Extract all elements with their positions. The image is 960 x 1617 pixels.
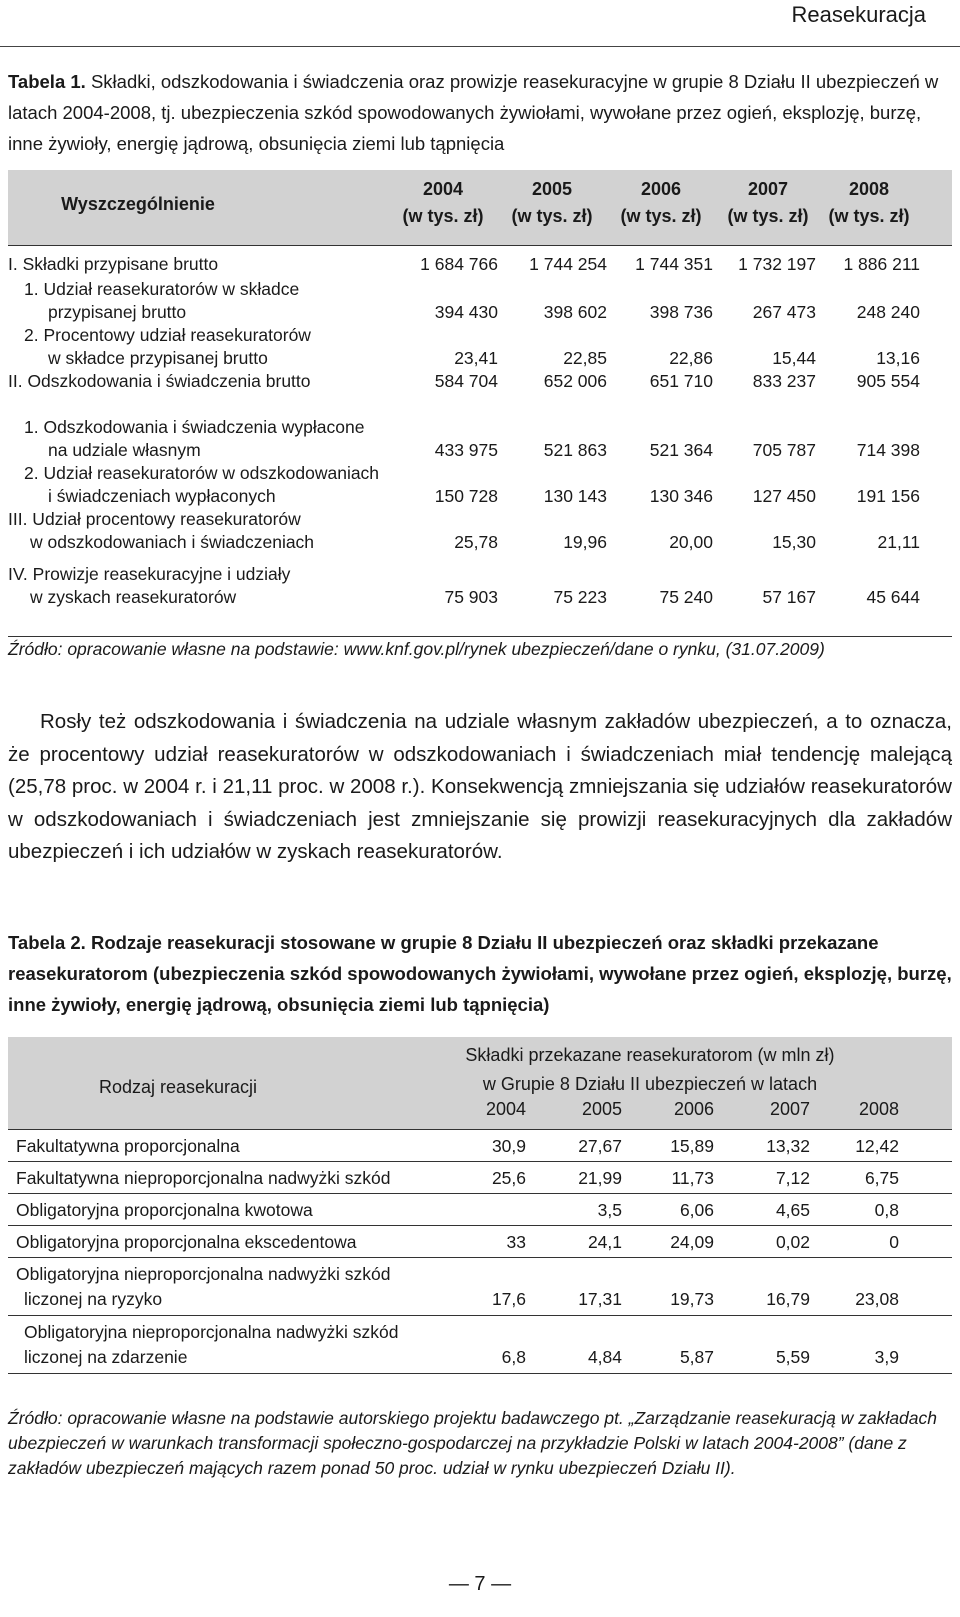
table2-cell: 5,59 xyxy=(775,1347,810,1367)
table2-source: Źródło: opracowanie własne na podstawie autorskiego projektu badawczego pt. „Zarządzanie reasekuracją w zakładach ubezpieczeń w warunkach transformacji społeczno-gospodarczej na przykładzie Polski w latach 2004-2008” (dane z zakładów ubezpieczeń mających razem ponad 50 proc. udział w rynku ubezpieczeń Działu II). xyxy=(8,1408,937,1478)
table1-cell: 21,11 xyxy=(877,532,920,552)
table1-caption-label: Tabela 1. xyxy=(8,71,86,92)
table2-row-label: Fakultatywna proporcjonalna xyxy=(16,1136,240,1156)
table2-row-label-cont: liczonej na zdarzenie xyxy=(24,1347,188,1367)
table1-row-label-cont: i świadczeniach wypłaconych xyxy=(48,486,276,506)
table2-col-2006: 2006 xyxy=(673,1099,714,1119)
table1-col-2008: 2008 (w tys. zł) xyxy=(828,179,910,226)
table1-row-label: 1. Odszkodowania i świadczenia wypłacone xyxy=(24,417,365,437)
table2-col-kind: Rodzaj reasekuracji xyxy=(98,1077,258,1097)
table1-cell: 150 728 xyxy=(434,486,498,506)
table2-cell: 24,09 xyxy=(670,1232,714,1252)
table2-cell: 4,84 xyxy=(587,1347,622,1367)
table1-source: Źródło: opracowanie własne na podstawie: www.knf.gov.pl/rynek ubezpieczeń/dane o rynku, (31.07.2009) xyxy=(8,639,825,659)
table1-cell: 75 223 xyxy=(553,587,607,607)
table1-row-label: 2. Procentowy udział reasekuratorów xyxy=(24,325,311,345)
table2-caption xyxy=(8,927,952,1020)
table2-cell: 13,32 xyxy=(766,1136,810,1156)
table2-cell: 23,08 xyxy=(855,1289,899,1309)
table2-cell: 3,5 xyxy=(597,1200,622,1220)
table2-cell: 25,6 xyxy=(491,1168,526,1188)
table1-cell: 20,00 xyxy=(669,532,713,552)
table2-cell: 6,75 xyxy=(864,1168,899,1188)
table2-cell: 6,06 xyxy=(679,1200,714,1220)
table1-row-label: 1. Udział reasekuratorów w składce xyxy=(24,279,300,299)
table2-cell: 4,65 xyxy=(775,1200,810,1220)
table2-cell: 0,02 xyxy=(775,1232,810,1252)
table2-cell: 15,89 xyxy=(670,1136,714,1156)
table1-cell: 75 903 xyxy=(444,587,498,607)
table1-cell: 652 006 xyxy=(543,371,607,391)
page-number: — 7 — xyxy=(448,1573,512,1595)
table2-cell: 7,12 xyxy=(775,1168,810,1188)
table1-cell: 714 398 xyxy=(856,440,920,460)
table1-cell: 267 473 xyxy=(752,302,816,322)
running-header: Reasekuracja xyxy=(791,2,926,27)
table1-cell: 22,85 xyxy=(563,348,607,368)
table1-cell: 15,30 xyxy=(772,532,816,552)
table1-cell: 25,78 xyxy=(454,532,498,552)
table2-col-2007: 2007 xyxy=(769,1099,810,1119)
table1-row-label-cont: w odszkodowaniach i świadczeniach xyxy=(30,532,315,552)
table2-cell: 0,8 xyxy=(874,1200,899,1220)
table2-row-label: Obligatoryjna nieproporcjonalna nadwyżki szkód xyxy=(16,1264,391,1284)
table2-col-2008: 2008 xyxy=(858,1099,899,1119)
table1-cell: 75 240 xyxy=(659,587,713,607)
table1-cell: 394 430 xyxy=(434,302,498,322)
table2-cell: 33 xyxy=(506,1232,526,1252)
table1-cell: 191 156 xyxy=(856,486,920,506)
table1-cell: 833 237 xyxy=(752,371,816,391)
table1-col-spec: Wyszczególnienie xyxy=(61,194,215,214)
table2-cell: 27,67 xyxy=(578,1136,622,1156)
table2-col-2005: 2005 xyxy=(581,1099,622,1119)
table1-cell: 127 450 xyxy=(752,486,816,506)
table1 xyxy=(8,170,952,637)
table1-cell: 57 167 xyxy=(762,587,816,607)
table2-cell: 12,42 xyxy=(855,1136,899,1156)
table2-row-label: Obligatoryjna proporcjonalna ekscedentowa xyxy=(16,1232,357,1252)
table2-cell: 6,8 xyxy=(501,1347,526,1367)
table1-col-2004: 2004 (w tys. zł) xyxy=(402,179,484,226)
table2-caption-label: Tabela 2. xyxy=(8,932,86,953)
table1-col-2007: 2007 (w tys. zł) xyxy=(727,179,809,226)
table1-body xyxy=(8,246,952,636)
table1-row-label-cont: w składce przypisanej brutto xyxy=(48,348,268,368)
table1-cell: 1 684 766 xyxy=(420,254,498,274)
table2-row-label: Obligatoryjna proporcjonalna kwotowa xyxy=(16,1200,313,1220)
table1-row-label-cont: na udziale własnym xyxy=(48,440,201,460)
table2-cell: 11,73 xyxy=(671,1168,714,1188)
header-rule xyxy=(0,46,960,47)
table1-cell: 905 554 xyxy=(856,371,920,391)
table1-cell: 22,86 xyxy=(669,348,713,368)
table1-row-label: 2. Udział reasekuratorów w odszkodowaniach xyxy=(24,463,380,483)
table1-cell: 584 704 xyxy=(434,371,498,391)
table1-cell: 13,16 xyxy=(876,348,920,368)
table2-cell: 0 xyxy=(889,1232,899,1252)
table1-cell: 248 240 xyxy=(856,302,920,322)
table1-cell: 1 744 351 xyxy=(635,254,713,274)
table2-cell: 16,79 xyxy=(766,1289,810,1309)
table2-row-label: Obligatoryjna nieproporcjonalna nadwyżki szkód xyxy=(24,1322,399,1342)
table2-cell: 3,9 xyxy=(874,1347,899,1367)
table2-cell: 17,6 xyxy=(491,1289,526,1309)
table1-cell: 705 787 xyxy=(752,440,816,460)
table1-caption xyxy=(8,66,952,159)
table1-row-label: I. Składki przypisane brutto xyxy=(8,254,219,274)
table1-row-label-cont: przypisanej brutto xyxy=(48,302,187,322)
table1-cell: 1 732 197 xyxy=(738,254,816,274)
table1-cell: 1 744 254 xyxy=(529,254,607,274)
table2-row xyxy=(8,1129,952,1162)
table2-cell: 19,73 xyxy=(670,1289,714,1309)
table1-cell: 398 602 xyxy=(543,302,607,322)
table1-cell: 45 644 xyxy=(866,587,920,607)
table1-caption-text: Składki, odszkodowania i świadczenia oraz prowizje reasekuracyjne w grupie 8 Działu II ubezpieczeń w latach 2004-2008, tj. ubezpieczenia szkód spowodowanych żywiołami, wywołane przez ogień, eksplozję, burzę, inne żywioły, energię jądrową, obsunięcia ziemi lub tąpnięcia xyxy=(8,71,939,154)
table2-col-group: Składki przekazane reasekuratorom (w mln zł) w Grupie 8 Działu II ubezpieczeń w latach xyxy=(465,1045,835,1094)
table1-row-label: II. Odszkodowania i świadczenia brutto xyxy=(8,371,311,391)
table2-row xyxy=(8,1161,952,1194)
table2-col-2004: 2004 xyxy=(485,1099,526,1119)
body-paragraph: Rosły też odszkodowania i świadczenia na udziale własnym zakładów ubezpieczeń, a to oznacza, że procentowy udział reasekuratorów w odszkodowaniach i świadczeniach miał tendencję malejącą (25,78 proc. w 2004 r. i 21,11 proc. w 2008 r.). Konsekwencją zmniejszania się udziałów reasekuratorów w odszkodowaniach i świadczeniach jest zmniejszanie się prowizji reasekuracyjnych dla zakładów ubezpieczeń i ich udziałów w zyskach reasekuratorów. xyxy=(8,710,952,863)
table1-cell: 19,96 xyxy=(563,532,607,552)
table2-cell: 5,87 xyxy=(679,1347,714,1367)
table1-row-label-cont: w zyskach reasekuratorów xyxy=(30,587,237,607)
table2-cell: 24,1 xyxy=(587,1232,622,1252)
table1-header xyxy=(8,170,952,245)
table2-body xyxy=(8,1129,952,1421)
table2-row xyxy=(8,1225,952,1258)
table1-row-label: III. Udział procentowy reasekuratorów xyxy=(8,509,301,529)
table2-cell: 21,99 xyxy=(578,1168,622,1188)
table1-cell: 15,44 xyxy=(772,348,816,368)
table2 xyxy=(8,1037,952,1421)
table1-cell: 521 364 xyxy=(649,440,713,460)
table2-cell: 30,9 xyxy=(491,1136,526,1156)
table2-row-label-cont: liczonej na ryzyko xyxy=(24,1289,163,1309)
table2-caption-text: Rodzaje reasekuracji stosowane w grupie 8 Działu II ubezpieczeń oraz składki przekazane reasekuratorom (ubezpieczenia szkód spowodowanych żywiołami, wywołane przez ogień, eksplozję, burzę, inne żywioły, energię jądrową, obsunięcia ziemi lub tąpnięcia) xyxy=(8,932,952,1015)
table1-cell: 1 886 211 xyxy=(843,254,920,274)
table1-col-2005: 2005 (w tys. zł) xyxy=(511,179,593,226)
table2-row xyxy=(8,1193,952,1226)
table1-col-2006: 2006 (w tys. zł) xyxy=(620,179,702,226)
table1-row-label: IV. Prowizje reasekuracyjne i udziały xyxy=(8,564,291,584)
table1-cell: 23,41 xyxy=(454,348,498,368)
table2-row-label: Fakultatywna nieproporcjonalna nadwyżki szkód xyxy=(16,1168,391,1188)
table2-row xyxy=(8,1257,952,1316)
table1-cell: 521 863 xyxy=(543,440,607,460)
table2-bottom-rule xyxy=(8,1373,952,1374)
table1-cell: 433 975 xyxy=(434,440,498,460)
table1-cell: 651 710 xyxy=(649,371,713,391)
table1-cell: 130 346 xyxy=(649,486,713,506)
table2-header xyxy=(8,1037,952,1129)
table2-cell: 17,31 xyxy=(578,1289,622,1309)
table2-row xyxy=(8,1315,952,1374)
table1-cell: 130 143 xyxy=(543,486,607,506)
table1-cell: 398 736 xyxy=(649,302,713,322)
